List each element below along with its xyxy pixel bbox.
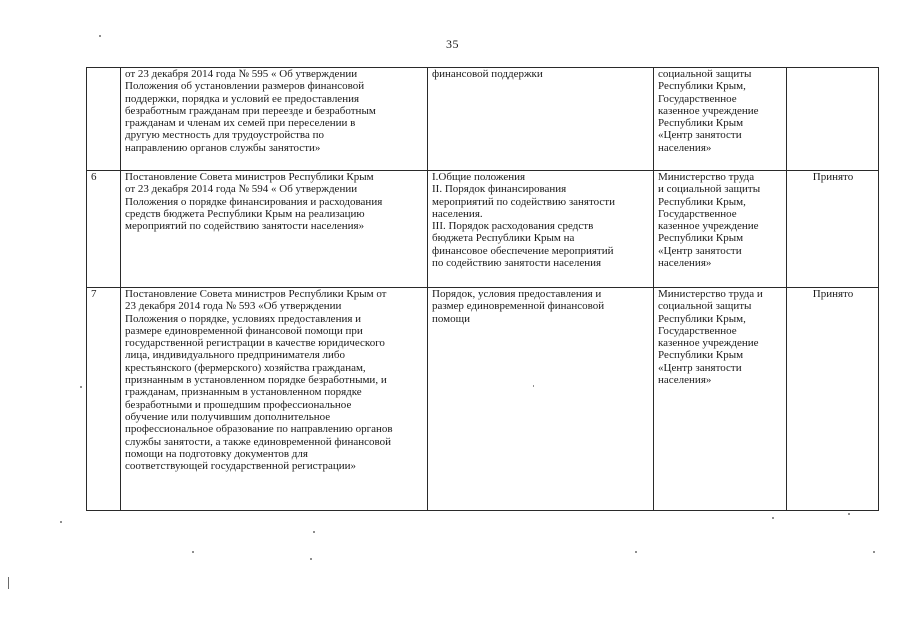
document-title-line: лица, индивидуального предпринимателя либо — [125, 349, 346, 362]
agency-line: Республики Крым, — [658, 312, 746, 325]
document-title-line: поддержки, порядка и условий ее предоставления — [125, 92, 360, 105]
agency-line: Министерство труда — [658, 171, 755, 183]
document-title-line: Положения о порядке, условиях предоставления и — [125, 312, 362, 325]
document-title-line: безработным гражданам при переезде и безработным — [125, 104, 376, 117]
section-line: финансовой поддержки — [432, 68, 543, 80]
responsible-agency-cell — [654, 68, 787, 171]
agency-line: Республики Крым, — [658, 195, 746, 208]
row-number: 6 — [91, 171, 97, 183]
agency-line: казенное учреждение — [658, 220, 759, 233]
document-title-line: Положения об установлении размеров финансовой — [125, 80, 365, 93]
table-row — [87, 288, 879, 511]
document-title-cell — [121, 288, 428, 511]
agency-line: Государственное — [658, 324, 737, 337]
agency-line: населения» — [658, 257, 712, 270]
agency-line: казенное учреждение — [658, 337, 759, 350]
section-line: населения. — [432, 207, 483, 220]
section-line: мероприятий по содействию занятости — [432, 195, 615, 208]
document-title-line: гражданам, признанным в установленном порядке — [125, 386, 362, 399]
scan-speck — [533, 385, 534, 387]
section-line: размер единовременной финансовой — [432, 300, 605, 313]
row-number-cell — [87, 68, 121, 171]
scan-speck — [848, 513, 850, 515]
document-title-line: другую местность для трудоустройства по — [125, 129, 324, 142]
agency-line: и социальной защиты — [658, 183, 761, 196]
section-cell — [428, 68, 654, 171]
document-title-line: обучение или получившим дополнительное — [125, 410, 331, 423]
section-line: III. Порядок расходования средств — [432, 220, 594, 233]
document-title-line: от 23 декабря 2014 года № 595 « Об утверждении — [125, 68, 358, 80]
document-title-line: мероприятий по содействию занятости населения» — [125, 220, 365, 233]
scan-speck — [192, 551, 194, 553]
status-text: Принято — [812, 288, 854, 300]
table-row — [87, 171, 879, 288]
agency-line: населения» — [658, 374, 712, 387]
scan-speck — [310, 558, 312, 560]
document-title-line: крестьянского (фермерского) хозяйства гражданам, — [125, 361, 366, 374]
document-title-line: Положения о порядке финансирования и расходования — [125, 195, 383, 208]
section-line: финансовое обеспечение мероприятий — [432, 244, 614, 257]
section-line: II. Порядок финансирования — [432, 183, 567, 196]
document-title-line: соответствующей государственной регистрации» — [125, 460, 357, 473]
regulations-table — [86, 67, 879, 511]
table-row — [87, 68, 879, 171]
status-cell — [787, 288, 879, 511]
scan-speck — [873, 551, 875, 553]
document-title-line: Постановление Совета министров Республики Крым от — [125, 288, 387, 300]
document-title-line: профессиональное образование по направлению органов — [125, 423, 393, 436]
scan-speck — [772, 517, 774, 519]
document-title-line: гражданам и членам их семей при переселении в — [125, 117, 356, 130]
section-line: Порядок, условия предоставления и — [432, 288, 602, 300]
document-title-line: от 23 декабря 2014 года № 594 « Об утверждении — [125, 183, 358, 196]
agency-line: Республики Крым — [658, 349, 744, 362]
section-line: I.Общие положения — [432, 171, 526, 183]
agency-line: социальной защиты — [658, 300, 752, 313]
document-title-line: направлению органов службы занятости» — [125, 141, 321, 154]
document-title-cell — [121, 171, 428, 288]
section-line: по содействию занятости населения — [432, 257, 602, 270]
responsible-agency-cell — [654, 171, 787, 288]
agency-line: населения» — [658, 141, 712, 154]
status-cell — [787, 171, 879, 288]
document-title-line: 23 декабря 2014 года № 593 «Об утверждении — [125, 300, 342, 313]
scan-speck — [635, 551, 637, 553]
status-cell — [787, 68, 879, 171]
status-text: Принято — [812, 171, 854, 183]
agency-line: социальной защиты — [658, 68, 752, 80]
section-cell — [428, 171, 654, 288]
agency-line: Республики Крым, — [658, 80, 746, 93]
agency-line: Государственное — [658, 92, 737, 105]
document-title-line: государственной регистрации в качестве юридического — [125, 337, 385, 350]
document-title-line: средств бюджета Республики Крым на реализацию — [125, 207, 365, 220]
section-cell — [428, 288, 654, 511]
agency-line: Республики Крым — [658, 232, 744, 245]
agency-line: казенное учреждение — [658, 104, 759, 117]
document-title-line: признанным в установленном порядке безработными, и — [125, 374, 387, 387]
document-title-cell — [121, 68, 428, 171]
document-title-line: службы занятости, а также единовременной финансовой — [125, 435, 391, 448]
agency-line: «Центр занятости — [658, 129, 742, 142]
scan-speck — [8, 577, 9, 589]
document-title-line: размере единовременной финансовой помощи при — [125, 324, 363, 337]
agency-line: Министерство труда и — [658, 288, 763, 300]
row-number-cell — [87, 171, 121, 288]
scan-speck — [313, 531, 315, 533]
agency-line: Государственное — [658, 207, 737, 220]
section-line: бюджета Республики Крым на — [432, 232, 575, 245]
scan-speck — [80, 386, 82, 388]
document-title-line: безработными и прошедшим профессиональное — [125, 398, 352, 411]
agency-line: Республики Крым — [658, 117, 744, 130]
page-number: 35 — [446, 37, 459, 51]
section-line: помощи — [432, 312, 470, 325]
row-number: 7 — [91, 288, 97, 300]
row-number-cell — [87, 288, 121, 511]
document-title-line: Постановление Совета министров Республики Крым — [125, 171, 374, 183]
responsible-agency-cell — [654, 288, 787, 511]
agency-line: «Центр занятости — [658, 244, 742, 257]
scan-speck — [99, 35, 101, 37]
document-title-line: помощи на подготовку документов для — [125, 447, 308, 460]
agency-line: «Центр занятости — [658, 361, 742, 374]
scan-speck — [60, 521, 62, 523]
